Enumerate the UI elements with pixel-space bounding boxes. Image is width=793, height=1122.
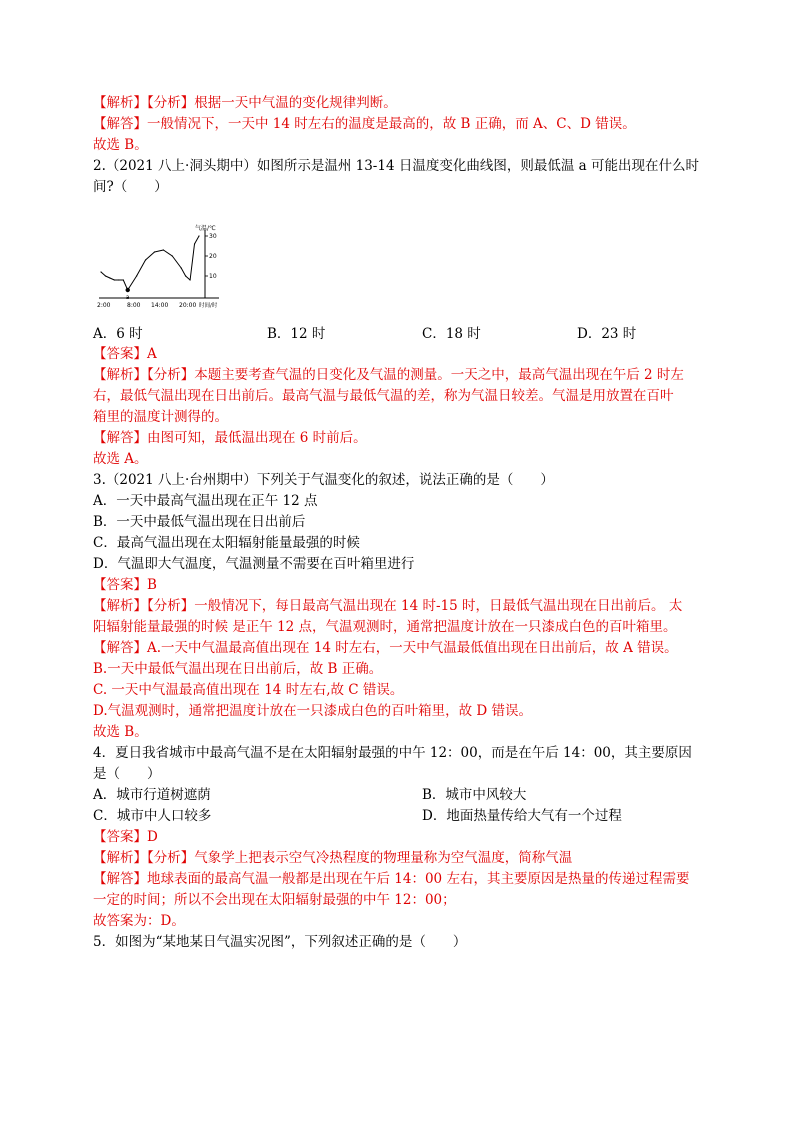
temperature-chart xyxy=(93,218,233,310)
q4-answer: 【答案】D xyxy=(93,829,158,845)
q4-stem: 4．夏日我省城市中最高气温不是在太阳辐射最强的中午 12：00，而是在午后 14：00，其主要原因 xyxy=(93,745,692,761)
temperature-point xyxy=(172,255,173,256)
q3-option-b: B．一天中最低气温出现在日出前后 xyxy=(93,514,306,530)
temperature-point xyxy=(118,279,119,280)
q2-analysis-2: 右，最低气温出现在日出前后。最高气温与最低气温的差，称为气温日较差。气温是用放置在百叶 xyxy=(93,388,674,404)
q4-stem-cont: 是（ ） xyxy=(93,766,161,782)
temperature-point xyxy=(100,271,101,272)
q3-solution-4: D.气温观测时，通常把温度计放在一只漆成白色的百叶箱里，故 D 错误。 xyxy=(93,703,533,719)
q4-solution-2: 一定的时间；所以不会出现在太阳辐射最强的中午 12：00； xyxy=(93,892,456,908)
q3-option-d: D．气温即大气温度，气温测量不需要在百叶箱里进行 xyxy=(93,556,415,572)
q3-option-c: C．最高气温出现在太阳辐射能量最强的时候 xyxy=(93,535,360,551)
min-point-marker xyxy=(126,288,130,292)
q3-solution-1: 【解答】A.一天中气温最高值出现在 14 时左右，一天中气温最低值出现在日出前后，故 A 错误。 xyxy=(93,640,678,656)
temperature-point xyxy=(198,235,199,236)
temperature-point xyxy=(145,259,146,260)
q3-choice: 故选 B。 xyxy=(93,724,148,740)
temperature-line xyxy=(101,236,199,290)
x-tick-label: 2:00 xyxy=(97,302,111,309)
q3-solution-3: C. 一天中气温最高值出现在 14 时左右,故 C 错误。 xyxy=(93,682,404,698)
q2-analysis-1: 【解析】【分析】本题主要考查气温的日变化及气温的测量。一天之中，最高气温出现在午后 2 时左 xyxy=(93,367,684,383)
q1-solution: 【解答】一般情况下，一天中 14 时左右的温度是最高的，故 B 正确，而 A、C、D 错误。 xyxy=(93,116,636,132)
temperature-point xyxy=(114,279,115,280)
q4-option-a: A．城市行道树遮荫 xyxy=(93,787,211,803)
q3-answer: 【答案】B xyxy=(93,577,157,593)
q2-option-c: C．18 时 xyxy=(422,326,481,342)
temperature-point xyxy=(189,279,190,280)
q2-choice: 故选 A。 xyxy=(93,451,148,467)
q2-solution: 【解答】由图可知，最低温出现在 6 时前后。 xyxy=(93,430,367,446)
y-tick-label: 10 xyxy=(209,273,217,280)
temperature-point xyxy=(123,279,124,280)
temperature-point xyxy=(185,275,186,276)
q3-option-a: A．一天中最高气温出现在正午 12 点 xyxy=(93,493,318,509)
y-tick-label: 30 xyxy=(209,233,217,240)
temperature-point xyxy=(154,251,155,252)
q1-analysis: 【解析】【分析】根据一天中气温的变化规律判断。 xyxy=(93,95,397,111)
q2-analysis-3: 箱里的温度计测得的。 xyxy=(93,409,228,425)
temperature-point xyxy=(105,275,106,276)
min-point-label: a xyxy=(125,294,130,301)
y-axis-label: 气温/℃ xyxy=(195,225,216,232)
q2-stem-cont: 间?（ ） xyxy=(93,179,168,195)
q5-stem: 5．如图为“某地某日气温实况图”，下列叙述正确的是（ ） xyxy=(93,934,467,950)
x-tick-label: 8:00 xyxy=(127,302,141,309)
y-tick-label: 20 xyxy=(209,253,217,260)
q2-stem: 2.（2021 八上·洞头期中）如图所示是温州 13-14 日温度变化曲线图，则最低温 a 可能出现在什么时 xyxy=(93,158,699,174)
q2-option-b: B．12 时 xyxy=(267,326,326,342)
q3-analysis-1: 【解析】【分析】一般情况下，每日最高气温出现在 14 时-15 时，日最低气温出现在日出前后。 太 xyxy=(93,598,683,614)
temperature-point xyxy=(109,277,110,278)
temperature-point xyxy=(163,249,164,250)
temperature-point xyxy=(181,267,182,268)
q4-option-c: C．城市中人口较多 xyxy=(93,808,212,824)
q4-analysis: 【解析】【分析】气象学上把表示空气冷热程度的物理量称为空气温度，简称气温 xyxy=(93,850,573,866)
q1-choice: 故选 B。 xyxy=(93,137,148,153)
x-tick-label: 14:00 xyxy=(151,302,169,309)
q4-solution-1: 【解答】地球表面的最高气温一般都是出现在午后 14：00 左右，其主要原因是热量的传递过程需要 xyxy=(93,871,690,887)
q3-analysis-2: 阳辐射能量最强的时候 是正午 12 点，气温观测时，通常把温度计放在一只漆成白色的百叶箱里。 xyxy=(93,619,677,635)
q2-answer: 【答案】A xyxy=(93,346,157,362)
q3-stem: 3.（2021 八上·台州期中）下列关于气温变化的叙述，说法正确的是（ ） xyxy=(93,472,554,488)
q2-option-a: A．6 时 xyxy=(93,326,143,342)
q3-solution-2: B.一天中最低气温出现在日出前后，故 B 正确。 xyxy=(93,661,383,677)
temperature-point xyxy=(136,275,137,276)
q4-option-d: D．地面热量传给大气有一个过程 xyxy=(422,808,622,824)
x-tick-label: 20:00 xyxy=(179,302,197,309)
q4-option-b: B．城市中风较大 xyxy=(422,787,527,803)
q4-choice: 故答案为：D。 xyxy=(93,913,185,929)
x-axis-label: 时间/时 xyxy=(199,303,218,309)
q2-option-d: D．23 时 xyxy=(577,326,637,342)
temperature-point xyxy=(194,243,195,244)
